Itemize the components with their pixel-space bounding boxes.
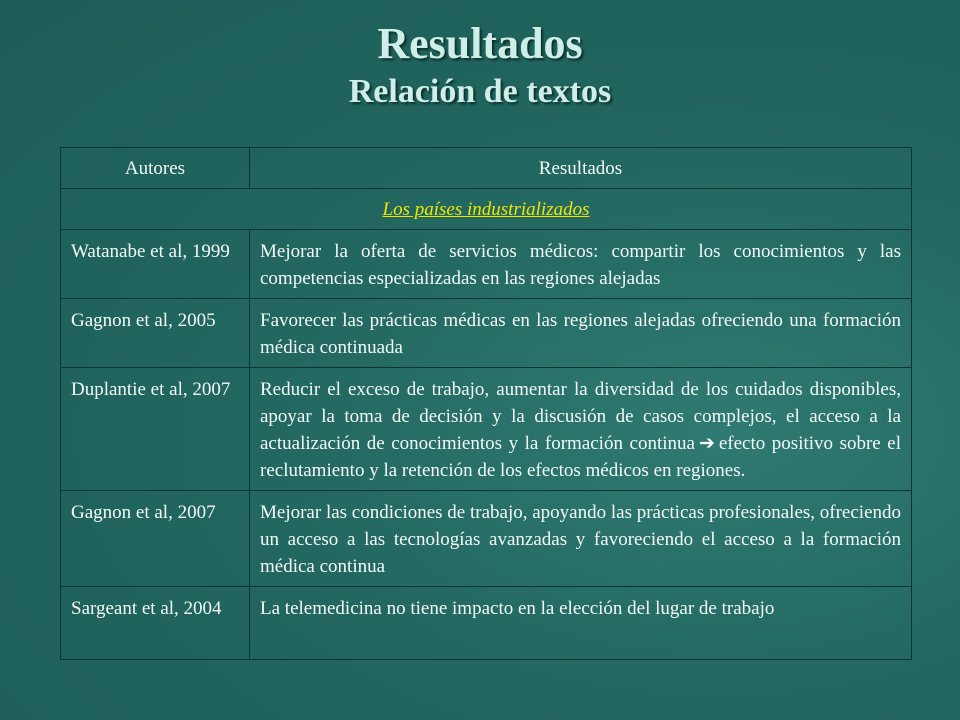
header-results: Resultados xyxy=(250,148,912,189)
result-text-after-arrow: efecto positivo sobre el reclutamiento y la retención de los efectos médicos en regiones. xyxy=(260,433,901,481)
author-cell: Gagnon et al, 2007 xyxy=(61,491,250,587)
author-cell: Duplantie et al, 2007 xyxy=(61,368,250,491)
section-row xyxy=(61,189,912,230)
result-cell: Mejorar la oferta de servicios médicos: compartir los conocimientos y las competencias especializadas en las regiones alejadas xyxy=(250,230,912,299)
table-row xyxy=(61,587,912,660)
author-cell: Gagnon et al, 2005 xyxy=(61,299,250,368)
result-cell xyxy=(250,368,912,491)
author-cell: Sargeant et al, 2004 xyxy=(61,587,250,660)
result-cell: La telemedicina no tiene impacto en la elección del lugar de trabajo xyxy=(250,587,912,660)
table-row xyxy=(61,368,912,491)
section-label: Los países industrializados xyxy=(382,198,590,220)
section-cell xyxy=(61,189,912,230)
title-block xyxy=(0,18,960,114)
table-row xyxy=(61,299,912,368)
right-arrow-icon: ➔ xyxy=(698,432,715,454)
table-header-row xyxy=(61,148,912,189)
table-row xyxy=(61,230,912,299)
author-cell: Watanabe et al, 1999 xyxy=(61,230,250,299)
table-row xyxy=(61,491,912,587)
result-text-before-arrow: Reducir el exceso de trabajo, aumentar la diversidad de los cuidados disponibles, apoyar la toma de decisión y la discusión de casos complejos, el acceso a la actualización de conocimientos y la formación continua xyxy=(260,379,901,454)
header-authors: Autores xyxy=(61,148,250,189)
slide-title: Resultados xyxy=(377,19,583,68)
results-table xyxy=(60,147,912,660)
result-cell: Favorecer las prácticas médicas en las regiones alejadas ofreciendo una formación médica continuada xyxy=(250,299,912,368)
result-cell: Mejorar las condiciones de trabajo, apoyando las prácticas profesionales, ofreciendo un acceso a las tecnologías avanzadas y favoreciendo el acceso a la formación médica continua xyxy=(250,491,912,587)
slide-subtitle: Relación de textos xyxy=(348,73,612,110)
